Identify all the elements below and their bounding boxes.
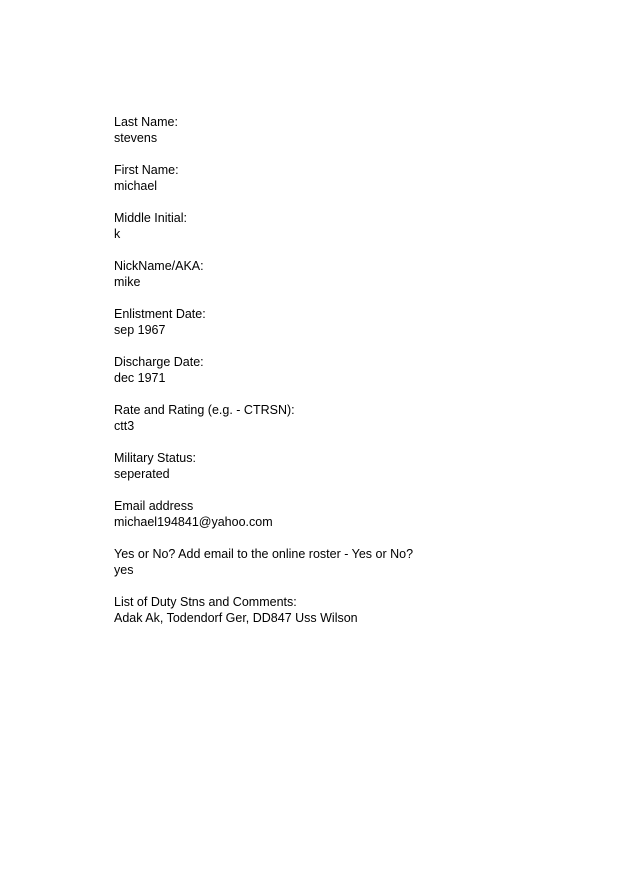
field-discharge-date (114, 354, 614, 386)
field-label: Military Status: (114, 451, 196, 465)
field-middle-initial (114, 210, 614, 242)
field-label: Last Name: (114, 115, 178, 129)
field-value: yes (114, 563, 134, 577)
field-military-status (114, 450, 614, 482)
field-nickname (114, 258, 614, 290)
field-label: Yes or No? Add email to the online roster - Yes or No? (114, 547, 414, 561)
field-label: List of Duty Stns and Comments: (114, 595, 297, 609)
field-value: Adak Ak, Todendorf Ger, DD847 Uss Wilson (114, 611, 358, 625)
field-value: michael (114, 179, 158, 193)
field-value: dec 1971 (114, 371, 166, 385)
field-duty-stations (114, 594, 614, 626)
field-last-name (114, 114, 614, 146)
field-value: seperated (114, 467, 170, 481)
field-value: ctt3 (114, 419, 135, 433)
field-value: michael194841@yahoo.com (114, 515, 273, 529)
field-enlistment-date (114, 306, 614, 338)
field-add-email-roster (114, 546, 614, 578)
field-label: Enlistment Date: (114, 307, 206, 321)
field-label: First Name: (114, 163, 179, 177)
field-label: Middle Initial: (114, 211, 187, 225)
roster-form (114, 114, 614, 642)
field-value: stevens (114, 131, 158, 145)
field-label: Discharge Date: (114, 355, 204, 369)
field-email-address (114, 498, 614, 530)
field-value: mike (114, 275, 141, 289)
field-label: Email address (114, 499, 194, 513)
field-rate-rating (114, 402, 614, 434)
field-value: sep 1967 (114, 323, 166, 337)
field-first-name (114, 162, 614, 194)
field-value: k (114, 227, 121, 241)
field-label: Rate and Rating (e.g. - CTRSN): (114, 403, 295, 417)
field-label: NickName/AKA: (114, 259, 204, 273)
